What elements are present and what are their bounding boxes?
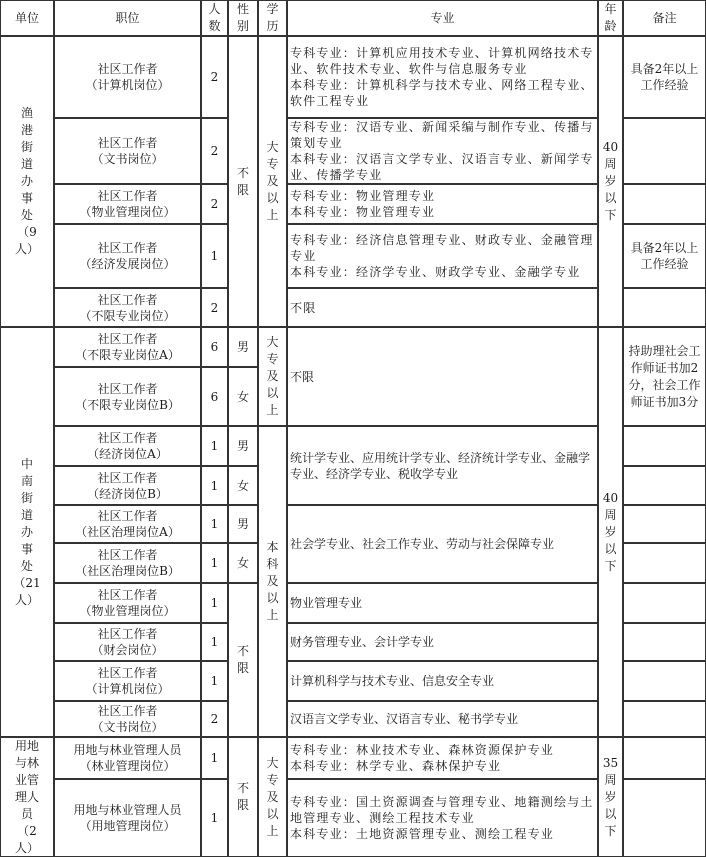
count-cell: 2 xyxy=(210,197,219,211)
gender-cell: 男 xyxy=(236,439,249,453)
position-cell: 社区工作者 （财会岗位） xyxy=(91,627,164,657)
note-cell xyxy=(623,118,706,184)
position-cell: 社区工作者 （文书岗位） xyxy=(91,136,164,166)
count-cell: 2 xyxy=(210,144,219,158)
major-cell: 财务管理专业、会计学专业 xyxy=(290,635,435,649)
count-cell: 1 xyxy=(210,596,219,610)
position-cell: 社区工作者 （物业管理岗位） xyxy=(79,189,176,219)
note-cell xyxy=(623,779,706,857)
major-cell: 专科专业：汉语专业、新闻采编与制作专业、传播与策划专业 本科专业：汉语言文学专业、汉语言专业、新闻学专业、传播学专业 xyxy=(290,120,594,182)
major-cell: 专科专业：物业管理专业 本科专业：物业管理专业 xyxy=(290,189,436,219)
count-cell: 1 xyxy=(210,635,219,649)
count-cell: 6 xyxy=(210,340,219,354)
position-cell: 社区工作者 （社区治理岗位B） xyxy=(75,548,180,578)
note-cell: 具备2年以上工作经验 xyxy=(630,241,699,271)
gender-cell: 男 xyxy=(236,517,249,531)
note-cell xyxy=(623,288,706,327)
major-cell: 专科专业：林业技术专业、森林资源保护专业 本科专业：林学专业、森林保护专业 xyxy=(290,743,555,773)
position-cell: 社区工作者 （文书岗位） xyxy=(91,704,164,734)
position-cell: 社区工作者 （不限专业岗位B） xyxy=(75,381,180,412)
note-cell xyxy=(623,426,706,466)
major-cell: 不限 xyxy=(290,300,317,315)
major-cell: 社会学专业、社会工作专业、劳动与社会保障专业 xyxy=(290,537,555,551)
note-cell xyxy=(623,583,706,623)
header-count: 人 数 xyxy=(208,2,221,33)
position-cell: 社区工作者 （不限专业岗位A） xyxy=(75,332,180,362)
count-cell: 2 xyxy=(210,70,219,84)
education-cell: 大 专 及 以 上 xyxy=(266,335,279,417)
count-cell: 1 xyxy=(210,556,219,570)
position-cell: 社区工作者 （经济岗位B） xyxy=(87,470,168,501)
age-cell: 40 周 岁 以 下 xyxy=(602,140,619,222)
header-age: 年 龄 xyxy=(604,2,617,33)
major-cell: 专科专业：国土资源调查与管理专业、地籍测绘与土地管理专业、测绘工程技术专业 本科专业：土地资源管理专业、测绘工程专业 xyxy=(290,795,594,841)
count-cell: 1 xyxy=(210,249,219,263)
gender-cell: 女 xyxy=(236,556,249,570)
position-cell: 社区工作者 （社区治理岗位A） xyxy=(75,509,180,539)
note-cell xyxy=(623,543,706,583)
count-cell: 6 xyxy=(210,389,219,404)
position-cell: 社区工作者 （经济岗位A） xyxy=(87,431,168,461)
major-cell: 统计学专业、应用统计学专业、经济统计学专业、金融学专业、经济学专业、税收学专业 xyxy=(290,450,591,481)
position-cell: 社区工作者 （计算机岗位） xyxy=(85,62,170,92)
position-cell: 社区工作者 （计算机岗位） xyxy=(85,666,170,696)
header-position: 职位 xyxy=(115,11,140,25)
count-cell: 2 xyxy=(210,300,219,315)
position-cell: 社区工作者 （物业管理岗位） xyxy=(79,588,176,618)
gender-cell: 不 限 xyxy=(236,781,249,812)
age-cell: 35 周 岁 以 下 xyxy=(602,755,619,838)
note-cell: 持助理社会工作师证书加2分，社会工作师证书加3分 xyxy=(628,343,701,409)
major-cell: 计算机科学与技术专业、信息安全专业 xyxy=(290,674,495,688)
note-cell xyxy=(623,184,706,224)
count-cell: 1 xyxy=(210,517,219,531)
header-gender: 性 别 xyxy=(236,2,249,33)
unit-cell: 用地 与林 业管 理人 员 （2 人） xyxy=(14,738,39,855)
header-note: 备注 xyxy=(652,11,677,25)
header-unit: 单位 xyxy=(14,11,39,25)
count-cell: 1 xyxy=(210,439,219,453)
gender-cell: 女 xyxy=(236,389,249,404)
education-cell: 大 专 及 以 上 xyxy=(266,140,279,222)
gender-cell: 不 限 xyxy=(236,644,249,675)
major-cell: 物业管理专业 xyxy=(290,596,363,610)
note-cell xyxy=(623,701,706,737)
header-major: 专业 xyxy=(430,11,455,25)
major-cell: 专科专业：经济信息管理专业、财政专业、金融管理专业 本科专业：经济学专业、财政学专业、金融学专业 xyxy=(290,233,594,279)
count-cell: 1 xyxy=(210,751,219,765)
note-cell xyxy=(623,623,706,661)
note-cell xyxy=(623,737,706,779)
header-education: 学 历 xyxy=(266,2,279,33)
gender-cell: 不 限 xyxy=(236,165,249,197)
note-cell: 具备2年以上工作经验 xyxy=(630,62,699,92)
major-cell: 专科专业：计算机应用技术专业、计算机网络技术专业、软件技术专业、软件与信息服务专业 本科专业：计算机科学与技术专业、网络工程专业、软件工程专业 xyxy=(290,46,594,108)
count-cell: 1 xyxy=(210,674,219,688)
count-cell: 2 xyxy=(210,712,219,726)
gender-cell: 女 xyxy=(236,478,249,493)
note-cell xyxy=(623,661,706,701)
major-cell: 不限 xyxy=(290,369,315,384)
count-cell: 1 xyxy=(210,811,219,825)
position-cell: 用地与林业管理人员 （林业管理岗位） xyxy=(73,743,182,773)
note-cell xyxy=(623,505,706,543)
education-cell: 大 专 及 以 上 xyxy=(266,755,279,838)
position-cell: 用地与林业管理人员 （用地管理岗位） xyxy=(73,803,182,833)
unit-cell: 中 南 街 道 办 事 处 （21 人） xyxy=(13,456,41,607)
gender-cell: 男 xyxy=(236,340,249,354)
note-cell xyxy=(623,466,706,505)
major-cell: 汉语言文学专业、汉语言专业、秘书学专业 xyxy=(290,712,519,726)
count-cell: 1 xyxy=(210,478,219,493)
position-cell: 社区工作者 （不限专业岗位） xyxy=(79,292,176,323)
position-cell: 社区工作者 （经济发展岗位） xyxy=(79,241,176,271)
age-cell: 40 周 岁 以 下 xyxy=(602,490,619,573)
education-cell: 本 科 及 以 上 xyxy=(266,540,279,622)
unit-cell: 渔 港 街 道 办 事 处 （9 人） xyxy=(14,106,39,256)
